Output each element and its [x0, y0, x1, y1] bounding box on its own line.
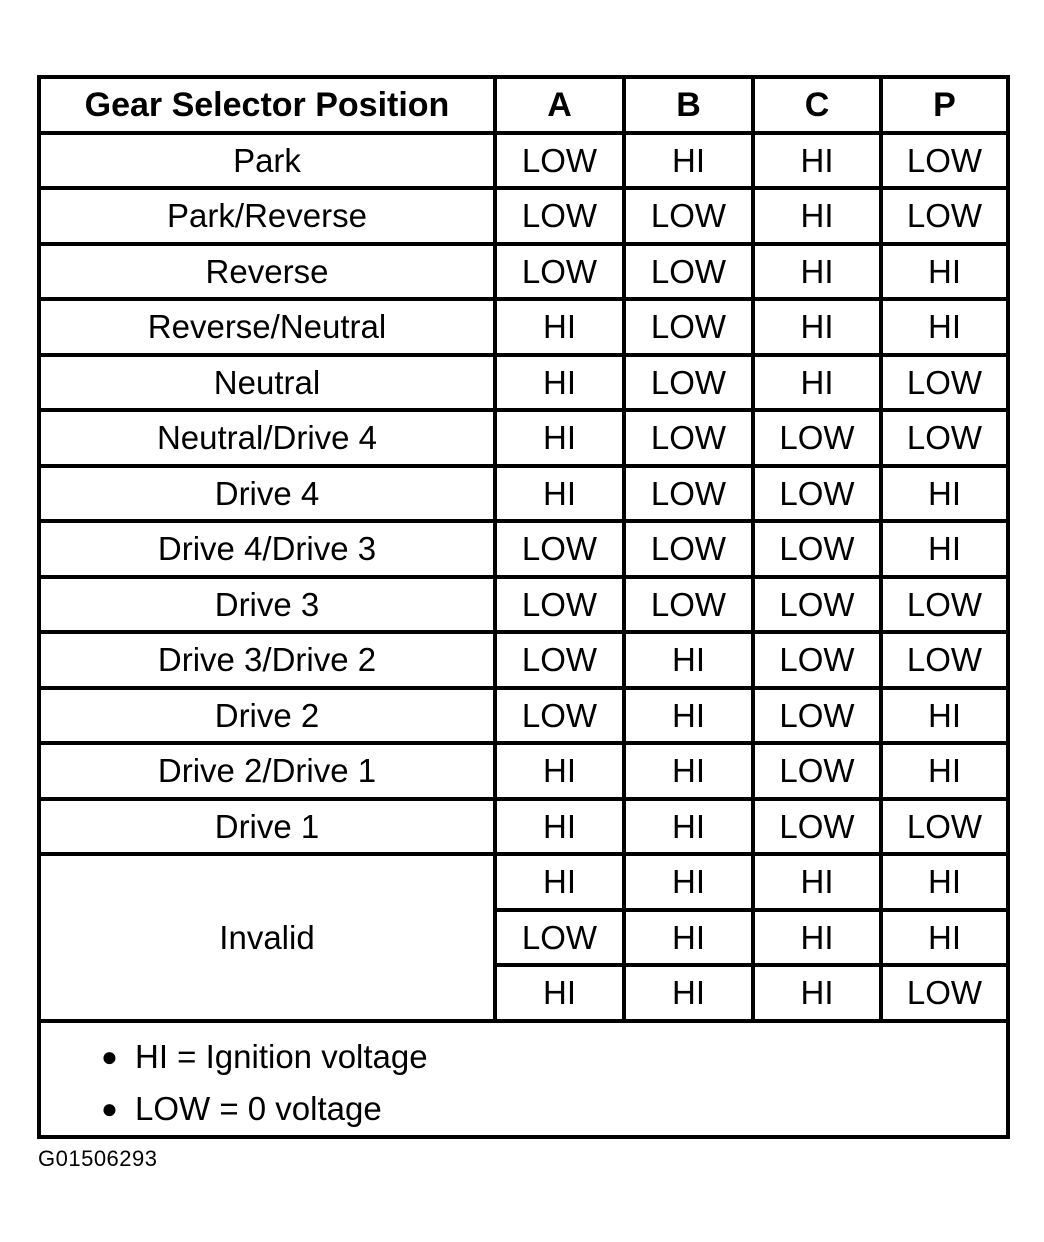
value-cell-p: HI	[881, 688, 1008, 744]
value-cell-b: LOW	[624, 244, 753, 300]
value-cell-b: HI	[624, 799, 753, 855]
notes-row	[39, 1021, 1008, 1137]
value-cell-p: LOW	[881, 577, 1008, 633]
position-cell: Neutral	[39, 355, 495, 411]
table-row	[39, 688, 1008, 744]
value-cell-c: HI	[753, 910, 881, 966]
value-cell-a: HI	[495, 743, 624, 799]
position-cell: Drive 2/Drive 1	[39, 743, 495, 799]
note-low	[101, 1083, 1006, 1135]
value-cell-b: HI	[624, 688, 753, 744]
note-low-text: LOW = 0 voltage	[135, 1089, 382, 1127]
position-cell: Drive 3	[39, 577, 495, 633]
position-cell: Reverse	[39, 244, 495, 300]
value-cell-b: LOW	[624, 355, 753, 411]
header-b: B	[624, 77, 753, 133]
position-cell: Drive 4	[39, 466, 495, 522]
value-cell-c: HI	[753, 188, 881, 244]
value-cell-a: LOW	[495, 688, 624, 744]
value-cell-c: LOW	[753, 743, 881, 799]
position-cell: Drive 4/Drive 3	[39, 521, 495, 577]
value-cell-b: HI	[624, 965, 753, 1021]
invalid-position-cell: Invalid	[39, 854, 495, 1021]
table-row	[39, 299, 1008, 355]
value-cell-b: HI	[624, 743, 753, 799]
position-cell: Park/Reverse	[39, 188, 495, 244]
table-row	[39, 521, 1008, 577]
value-cell-c: LOW	[753, 632, 881, 688]
value-cell-c: HI	[753, 854, 881, 910]
header-row	[39, 77, 1008, 133]
value-cell-p: HI	[881, 244, 1008, 300]
value-cell-p: LOW	[881, 133, 1008, 189]
value-cell-c: HI	[753, 244, 881, 300]
position-cell: Drive 2	[39, 688, 495, 744]
bullet-icon: ●	[101, 1092, 118, 1124]
value-cell-b: HI	[624, 854, 753, 910]
table-row	[39, 244, 1008, 300]
value-cell-c: HI	[753, 299, 881, 355]
value-cell-a: LOW	[495, 244, 624, 300]
table-row	[39, 466, 1008, 522]
value-cell-a: HI	[495, 799, 624, 855]
value-cell-b: LOW	[624, 188, 753, 244]
value-cell-a: LOW	[495, 632, 624, 688]
value-cell-b: HI	[624, 910, 753, 966]
table-row-invalid	[39, 854, 1008, 910]
value-cell-p: HI	[881, 743, 1008, 799]
value-cell-a: HI	[495, 299, 624, 355]
position-cell: Neutral/Drive 4	[39, 410, 495, 466]
note-hi	[101, 1031, 1006, 1083]
table-row	[39, 133, 1008, 189]
notes-cell	[39, 1021, 1008, 1137]
value-cell-c: HI	[753, 133, 881, 189]
value-cell-c: LOW	[753, 799, 881, 855]
value-cell-c: HI	[753, 355, 881, 411]
value-cell-b: LOW	[624, 299, 753, 355]
value-cell-b: LOW	[624, 410, 753, 466]
value-cell-a: HI	[495, 466, 624, 522]
table-row	[39, 355, 1008, 411]
header-gear-selector-position: Gear Selector Position	[39, 77, 495, 133]
value-cell-a: LOW	[495, 910, 624, 966]
table-row	[39, 743, 1008, 799]
header-c: C	[753, 77, 881, 133]
position-cell: Drive 1	[39, 799, 495, 855]
value-cell-p: LOW	[881, 410, 1008, 466]
value-cell-p: HI	[881, 854, 1008, 910]
value-cell-p: HI	[881, 910, 1008, 966]
value-cell-c: LOW	[753, 410, 881, 466]
value-cell-c: LOW	[753, 577, 881, 633]
value-cell-b: HI	[624, 133, 753, 189]
value-cell-a: LOW	[495, 188, 624, 244]
table-row	[39, 577, 1008, 633]
value-cell-p: LOW	[881, 632, 1008, 688]
value-cell-b: LOW	[624, 521, 753, 577]
position-cell: Drive 3/Drive 2	[39, 632, 495, 688]
value-cell-p: LOW	[881, 799, 1008, 855]
value-cell-a: LOW	[495, 577, 624, 633]
value-cell-b: LOW	[624, 577, 753, 633]
figure-id: G01506293	[38, 1146, 158, 1171]
table-row	[39, 188, 1008, 244]
table-row	[39, 632, 1008, 688]
header-a: A	[495, 77, 624, 133]
value-cell-a: HI	[495, 410, 624, 466]
value-cell-b: HI	[624, 632, 753, 688]
value-cell-c: LOW	[753, 521, 881, 577]
bullet-icon: ●	[101, 1040, 118, 1072]
value-cell-b: LOW	[624, 466, 753, 522]
value-cell-p: HI	[881, 466, 1008, 522]
position-cell: Park	[39, 133, 495, 189]
value-cell-p: HI	[881, 521, 1008, 577]
value-cell-a: HI	[495, 854, 624, 910]
table-row	[39, 799, 1008, 855]
value-cell-p: LOW	[881, 965, 1008, 1021]
note-hi-text: HI = Ignition voltage	[135, 1037, 428, 1075]
value-cell-c: HI	[753, 965, 881, 1021]
value-cell-c: LOW	[753, 466, 881, 522]
gear-selector-table	[37, 75, 1010, 1139]
value-cell-a: HI	[495, 965, 624, 1021]
value-cell-p: HI	[881, 299, 1008, 355]
value-cell-a: HI	[495, 355, 624, 411]
table-row	[39, 410, 1008, 466]
value-cell-a: LOW	[495, 521, 624, 577]
value-cell-p: LOW	[881, 188, 1008, 244]
position-cell: Reverse/Neutral	[39, 299, 495, 355]
value-cell-p: LOW	[881, 355, 1008, 411]
value-cell-a: LOW	[495, 133, 624, 189]
header-p: P	[881, 77, 1008, 133]
value-cell-c: LOW	[753, 688, 881, 744]
